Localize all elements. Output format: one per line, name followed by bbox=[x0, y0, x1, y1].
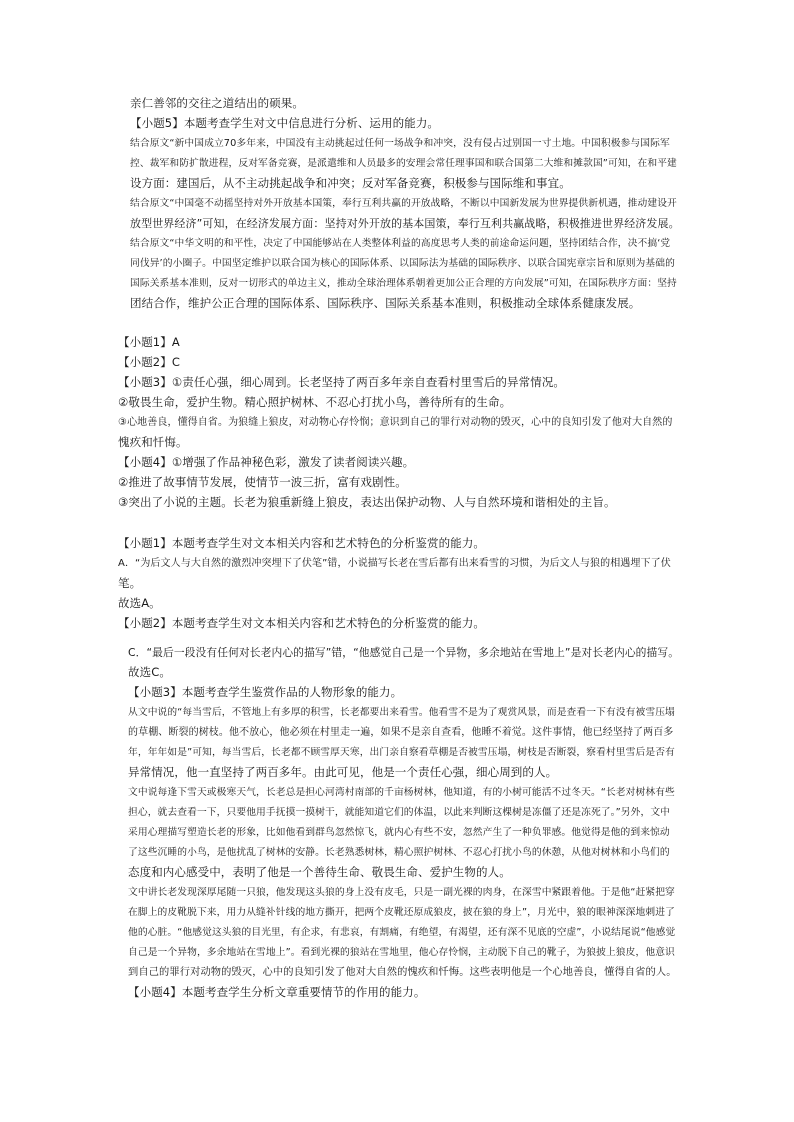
text-line: 故选A。 bbox=[118, 596, 161, 610]
text-line: 愧疚和忏悔。 bbox=[118, 435, 188, 449]
text-line: 故选C。 bbox=[128, 665, 171, 679]
answer-q4: 【小题4】①增强了作品神秘色彩，激发了读者阅读兴趣。 bbox=[118, 455, 415, 469]
text-line: 控、裁军和防扩散进程，反对军备竞赛，是派遣维和人员最多的安理会常任理事国和联合国第二大维和摊款国”可知，在和平建 bbox=[130, 158, 677, 169]
text-line: 同伐异’的小圈子。中国坚定维护以联合国为核心的国际体系、以国际法为基础的国际秩序、以联合国宪章宗旨和原则为基础的 bbox=[130, 258, 675, 269]
text-line: 放型世界经济”可知，在经济发展方面：坚持对外开放的基本国策，奉行互利共赢战略，积极推进世界经济发展。 bbox=[130, 217, 680, 230]
text-line: 到自己的罪行对动物的毁灭，心中的良知引发了他对大自然的愧疚和忏悔。这些表明他是一个心地善良，懂得自省的人。 bbox=[128, 966, 677, 978]
text-line: 异常情况，他一直坚持了两百多年。由此可见，他是一个责任心强，细心周到的人。 bbox=[128, 765, 558, 779]
question-heading: 【小题2】本题考查学生对文本相关内容和艺术特色的分析鉴赏的能力。 bbox=[118, 616, 486, 630]
answer-q2: 【小题2】C bbox=[118, 355, 180, 369]
text-line: 在脚上的皮靴脱下来，用力从缝补针线的地方撕开，把两个皮靴还原成狼皮，披在狼的身上”，月光中，狼的眼神深深地刺进了 bbox=[128, 907, 675, 918]
text-line: 从文中说的“每当雪后，不管地上有多厚的积雪，长老都要出来看雪。他看雪不是为了观赏风景，而是查看一下有没有被雪压塌 bbox=[128, 707, 675, 718]
text-line: 自己是一个异物，多余地站在雪地上”。看到光裸的狼站在雪地里，他心存怜悯，主动脱下自己的靴子，为狼披上狼皮，他意识 bbox=[128, 947, 675, 958]
text-line: ②推进了故事情节发展，使情节一波三折，富有戏剧性。 bbox=[118, 475, 407, 489]
text-line: ②敬畏生命，爱护生物。精心照护树林、不忍心打扰小鸟，善待所有的生命。 bbox=[118, 395, 512, 409]
text-line: ③突出了小说的主题。长老为狼重新缝上狼皮，表达出保护动物、人与自然环境和谐相处的主旨。 bbox=[118, 495, 616, 509]
text-line: 他的心脏。“他感觉这头狼的目光里，有企求，有悲哀，有割痛，有绝望，有渴望，还有深不见底的空虚”，小说结尾说“他感觉 bbox=[128, 927, 676, 938]
text-line: 结合原文“中国毫不动摇坚持对外开放基本国策，奉行互利共赢的开放战略，不断以中国新发展为世界提供新机遇，推动建设开 bbox=[130, 198, 677, 209]
text-line: 结合原文“中华文明的和平性，决定了中国能够站在人类整体利益的高度思考人类的前途命运问题，坚持团结合作，决不搞‘党 bbox=[130, 238, 671, 249]
question-heading: 【小题4】本题考查学生分析文章重要情节的作用的能力。 bbox=[128, 985, 426, 999]
question-heading: 【小题5】本题考查学生对文中信息进行分析、运用的能力。 bbox=[130, 116, 440, 130]
text-line: 了这些沉睡的小鸟，是他扰乱了树林的安静。长老熟悉树林，精心照护树林、不忍心打扰小鸟的休憩，从他对树林和小鸟们的 bbox=[128, 847, 670, 858]
text-line: 亲仁善邻的交往之道结出的硕果。 bbox=[130, 96, 304, 110]
text-line: 文中讲长老发现深厚尾随一只狼，他发现这头狼的身上没有皮毛，只是一副光裸的肉身，在深雪中紧跟着他。于是他“赶紧把穿 bbox=[128, 887, 675, 898]
text-line: 结合原文“新中国成立70多年来，中国没有主动挑起过任何一场战争和冲突，没有侵占过别国一寸土地。中国积极参与国际军 bbox=[130, 138, 670, 149]
answer-q1: 【小题1】A bbox=[118, 335, 180, 349]
text-line: 团结合作，维护公正合理的国际体系、国际秩序、国际关系基本准则，积极推动全球体系健康发展。 bbox=[130, 296, 641, 310]
text-line: 采用心理描写塑造长老的形象，比如他看到群鸟忽然惊飞，就内心有些不安，忽然产生了一种负罪感。他觉得是他的到来惊动 bbox=[128, 827, 670, 838]
text-line: 态度和内心感受中，表明了他是一个善待生命、敬畏生命、爱护生物的人。 bbox=[128, 865, 511, 879]
text-line: 国际关系基本准则，反对一切形式的单边主义，推动全球治理体系朝着更加公正合理的方向发展”可知，在国际秩序方面：坚持 bbox=[130, 278, 677, 289]
text-line: 担心，就去查看一下，只要他用手抚摸一摸树干，就能知道它们的体温，以此来判断这棵树是冻僵了还是冻死了。”另外，文中 bbox=[128, 807, 671, 818]
text-line: 的草棚、断裂的树枝。他不放心，他必须在村里走一遍，如果不是亲自查看，他睡不着觉。这件事情，他已经坚持了两百多 bbox=[128, 727, 674, 738]
text-line: A．“为后文人与大自然的激烈冲突埋下了伏笔”错，小说描写长老在雪后都有出来看雪的习惯，为后文人与狼的相遇埋下了伏 bbox=[118, 558, 671, 569]
answer-q3: 【小题3】①责任心强，细心周到。长老坚持了两百多年亲自查看村里雪后的异常情况。 bbox=[118, 375, 566, 389]
text-line: 设方面：建国后，从不主动挑起战争和冲突；反对军备竞赛，积极参与国际维和事宜。 bbox=[130, 176, 571, 190]
question-heading: 【小题1】本题考查学生对文本相关内容和艺术特色的分析鉴赏的能力。 bbox=[118, 536, 486, 550]
text-line: 年，年年如是”可知，每当雪后，长老都不顾雪厚天寒，出门亲自察看草棚是否被雪压塌，树枝是否断裂，察看村里雪后是否有 bbox=[128, 747, 675, 758]
text-line: C．“最后一段没有任何对长老内心的描写”错，“他感觉自己是一个异物，多余地站在雪地上”是对长老内心的描写。 bbox=[128, 646, 680, 659]
question-heading: 【小题3】本题考查学生鉴赏作品的人物形象的能力。 bbox=[128, 685, 403, 699]
text-line: 笔。 bbox=[118, 576, 142, 590]
text-line: ③心地善良，懂得自省。为狼缝上狼皮，对动物心存怜悯；意识到自己的罪行对动物的毁灭，心中的良知引发了他对大自然的 bbox=[118, 417, 673, 428]
text-line: 文中说每逢下雪天或极寒天气，长老总是担心河湾村南部的千亩杨树林，他知道，有的小树可能活不过冬天。“长老对树林有些 bbox=[128, 787, 675, 798]
